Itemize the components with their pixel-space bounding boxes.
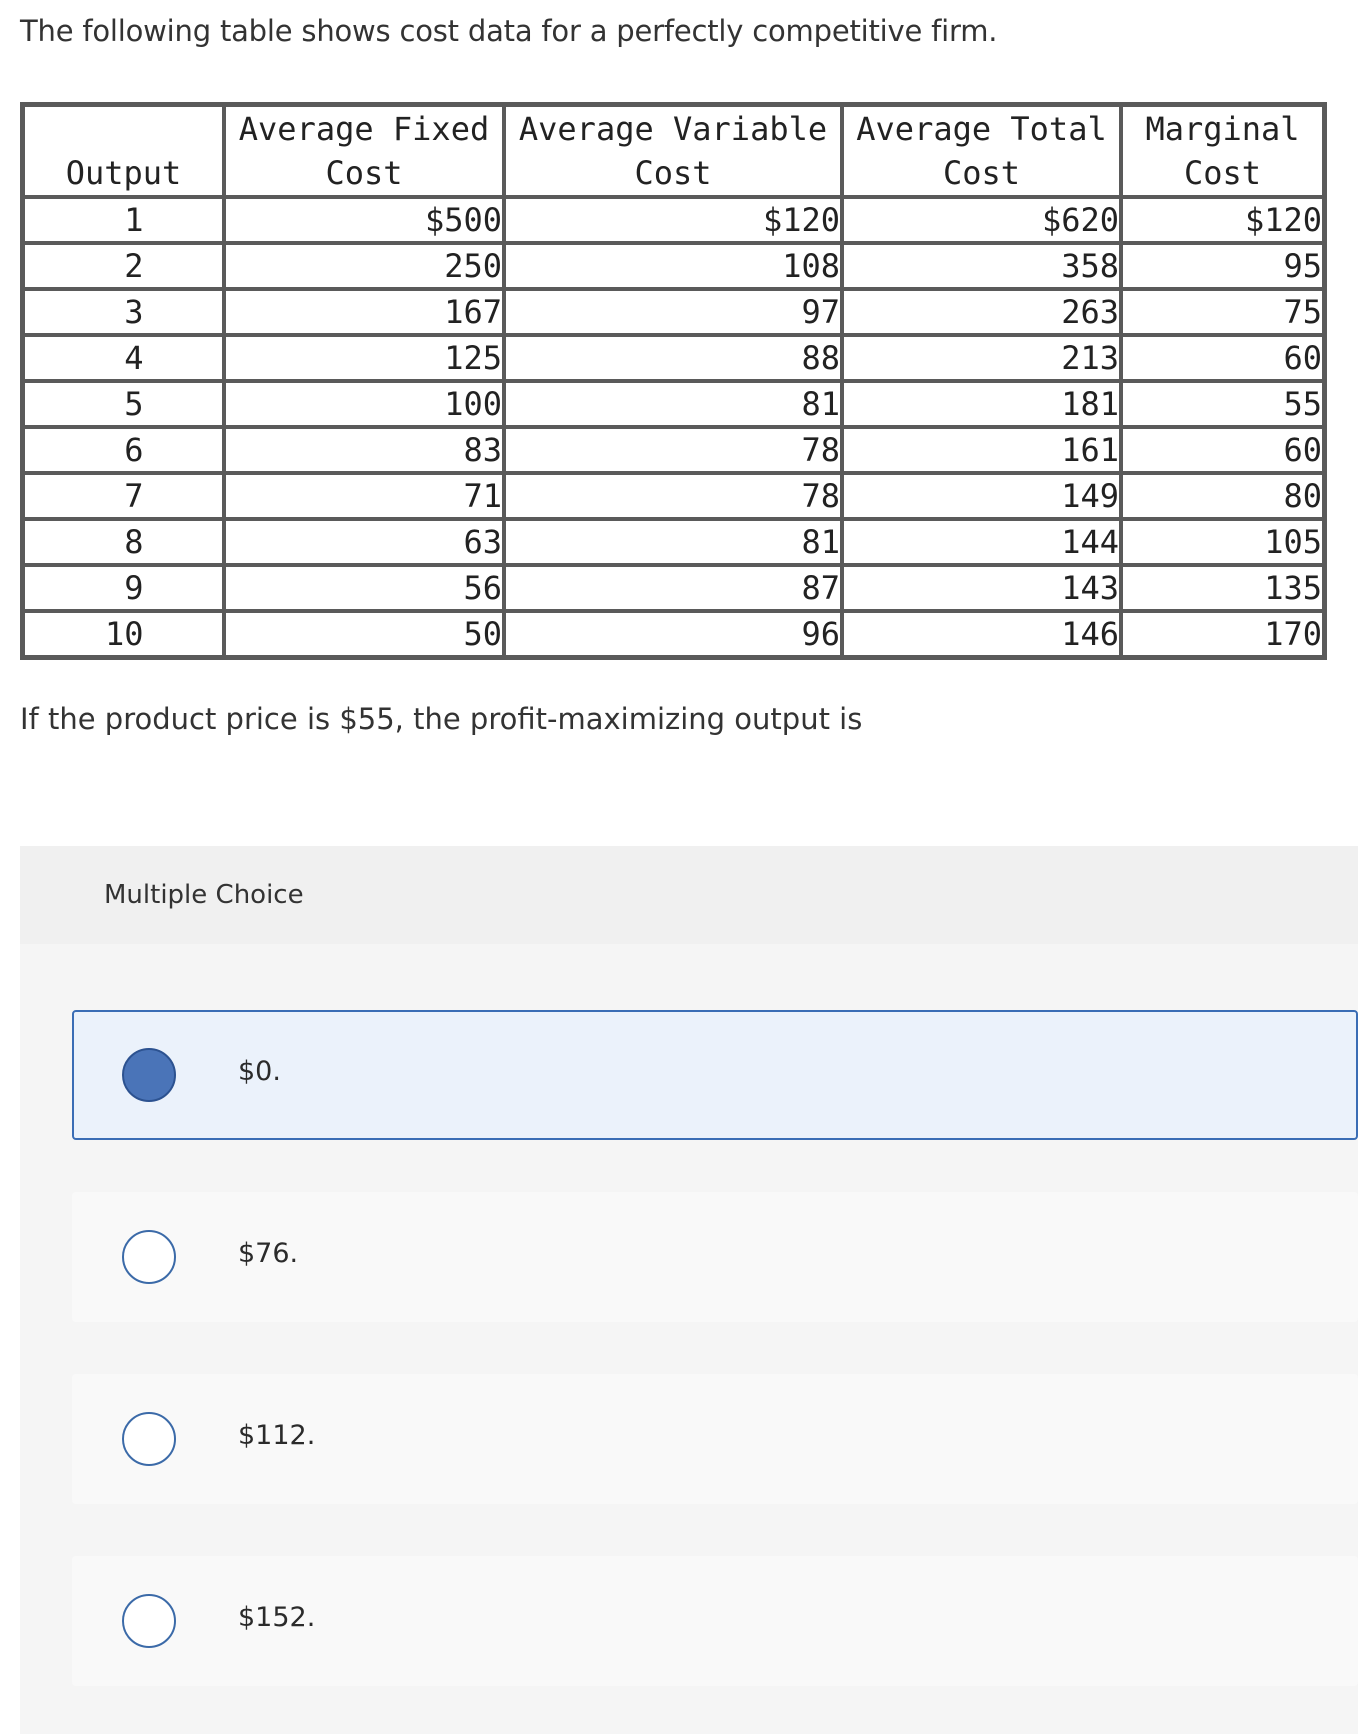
choice-label: $0. <box>238 1056 281 1087</box>
cell-average-fixed-cost: 125 <box>224 335 504 381</box>
output-value: 8 <box>124 523 144 561</box>
table-row <box>23 565 1324 611</box>
cell-average-total-cost: $620 <box>842 197 1121 243</box>
table-body <box>23 197 1324 657</box>
cell-marginal-cost: 135 <box>1121 565 1324 611</box>
radio-button-icon[interactable] <box>122 1594 176 1648</box>
cell-output <box>23 197 224 243</box>
table-row <box>23 427 1324 473</box>
cell-output <box>23 381 224 427</box>
cell-output <box>23 427 224 473</box>
cell-output <box>23 335 224 381</box>
output-value: 2 <box>124 247 144 285</box>
output-value: 10 <box>104 615 144 653</box>
cell-average-fixed-cost: 50 <box>224 611 504 657</box>
header-line: Average Total <box>856 110 1107 148</box>
header-line: Cost <box>634 154 712 192</box>
table-row <box>23 519 1324 565</box>
table-row <box>23 381 1324 427</box>
cell-output <box>23 289 224 335</box>
choice-option-1[interactable] <box>72 1010 1358 1140</box>
table-header-row <box>23 105 1324 197</box>
output-value: 3 <box>124 293 144 331</box>
output-value: 7 <box>124 477 144 515</box>
cell-average-total-cost: 213 <box>842 335 1121 381</box>
cell-average-variable-cost: $120 <box>504 197 842 243</box>
header-line: Cost <box>325 154 403 192</box>
cell-output <box>23 611 224 657</box>
cell-average-fixed-cost: 63 <box>224 519 504 565</box>
header-line: Marginal <box>1145 110 1300 148</box>
output-value: 5 <box>124 385 144 423</box>
cell-average-variable-cost: 108 <box>504 243 842 289</box>
header-output <box>23 105 224 197</box>
cell-marginal-cost: 75 <box>1121 289 1324 335</box>
cell-average-fixed-cost: 71 <box>224 473 504 519</box>
cell-average-fixed-cost: 83 <box>224 427 504 473</box>
header-marginal-cost <box>1121 105 1324 197</box>
cell-average-fixed-cost: $500 <box>224 197 504 243</box>
cell-marginal-cost: 105 <box>1121 519 1324 565</box>
table-row <box>23 197 1324 243</box>
cell-marginal-cost: 60 <box>1121 335 1324 381</box>
choice-option-4[interactable] <box>72 1556 1358 1686</box>
radio-button-icon[interactable] <box>122 1048 176 1102</box>
cell-average-variable-cost: 81 <box>504 381 842 427</box>
cell-average-variable-cost: 78 <box>504 473 842 519</box>
cell-marginal-cost: 170 <box>1121 611 1324 657</box>
table-row <box>23 335 1324 381</box>
header-line: Average Variable <box>518 110 828 148</box>
header-average-total-cost <box>842 105 1121 197</box>
cell-average-variable-cost: 96 <box>504 611 842 657</box>
choice-label: $152. <box>238 1602 316 1633</box>
header-line: Output <box>65 154 182 192</box>
radio-button-icon[interactable] <box>122 1412 176 1466</box>
cell-output <box>23 473 224 519</box>
cell-average-total-cost: 143 <box>842 565 1121 611</box>
cell-output <box>23 565 224 611</box>
output-value: 9 <box>124 569 144 607</box>
cell-average-fixed-cost: 56 <box>224 565 504 611</box>
question-text: If the product price is $55, the profit-maximizing output is <box>20 702 863 736</box>
header-line: Cost <box>1183 154 1262 192</box>
cell-average-total-cost: 146 <box>842 611 1121 657</box>
cell-marginal-cost: $120 <box>1121 197 1324 243</box>
multiple-choice-header <box>20 846 1358 944</box>
output-value: 4 <box>124 339 144 377</box>
cell-average-fixed-cost: 250 <box>224 243 504 289</box>
cell-average-total-cost: 358 <box>842 243 1121 289</box>
header-line: Cost <box>942 154 1021 192</box>
cell-marginal-cost: 55 <box>1121 381 1324 427</box>
table-row <box>23 473 1324 519</box>
multiple-choice-panel <box>20 846 1358 1734</box>
cell-average-total-cost: 263 <box>842 289 1121 335</box>
cell-marginal-cost: 80 <box>1121 473 1324 519</box>
radio-button-icon[interactable] <box>122 1230 176 1284</box>
cell-marginal-cost: 95 <box>1121 243 1324 289</box>
output-value: 6 <box>124 431 144 469</box>
cell-average-variable-cost: 97 <box>504 289 842 335</box>
cell-output <box>23 519 224 565</box>
choice-option-2[interactable] <box>72 1192 1358 1322</box>
multiple-choice-title: Multiple Choice <box>104 880 304 910</box>
header-average-fixed-cost <box>224 105 504 197</box>
cell-average-variable-cost: 87 <box>504 565 842 611</box>
cost-table <box>20 102 1327 660</box>
cell-average-total-cost: 161 <box>842 427 1121 473</box>
choice-option-3[interactable] <box>72 1374 1358 1504</box>
cell-output <box>23 243 224 289</box>
output-value: 1 <box>124 201 144 239</box>
header-average-variable-cost <box>504 105 842 197</box>
table-row <box>23 289 1324 335</box>
header-line: Average Fixed <box>238 110 490 148</box>
choice-label: $112. <box>238 1420 316 1451</box>
cell-marginal-cost: 60 <box>1121 427 1324 473</box>
cell-average-fixed-cost: 167 <box>224 289 504 335</box>
cell-average-variable-cost: 81 <box>504 519 842 565</box>
choice-label: $76. <box>238 1238 299 1269</box>
cell-average-fixed-cost: 100 <box>224 381 504 427</box>
cell-average-variable-cost: 88 <box>504 335 842 381</box>
table-row <box>23 611 1324 657</box>
cell-average-total-cost: 144 <box>842 519 1121 565</box>
cell-average-total-cost: 181 <box>842 381 1121 427</box>
intro-text: The following table shows cost data for a perfectly competitive firm. <box>20 14 998 48</box>
cell-average-variable-cost: 78 <box>504 427 842 473</box>
table-row <box>23 243 1324 289</box>
cell-average-total-cost: 149 <box>842 473 1121 519</box>
